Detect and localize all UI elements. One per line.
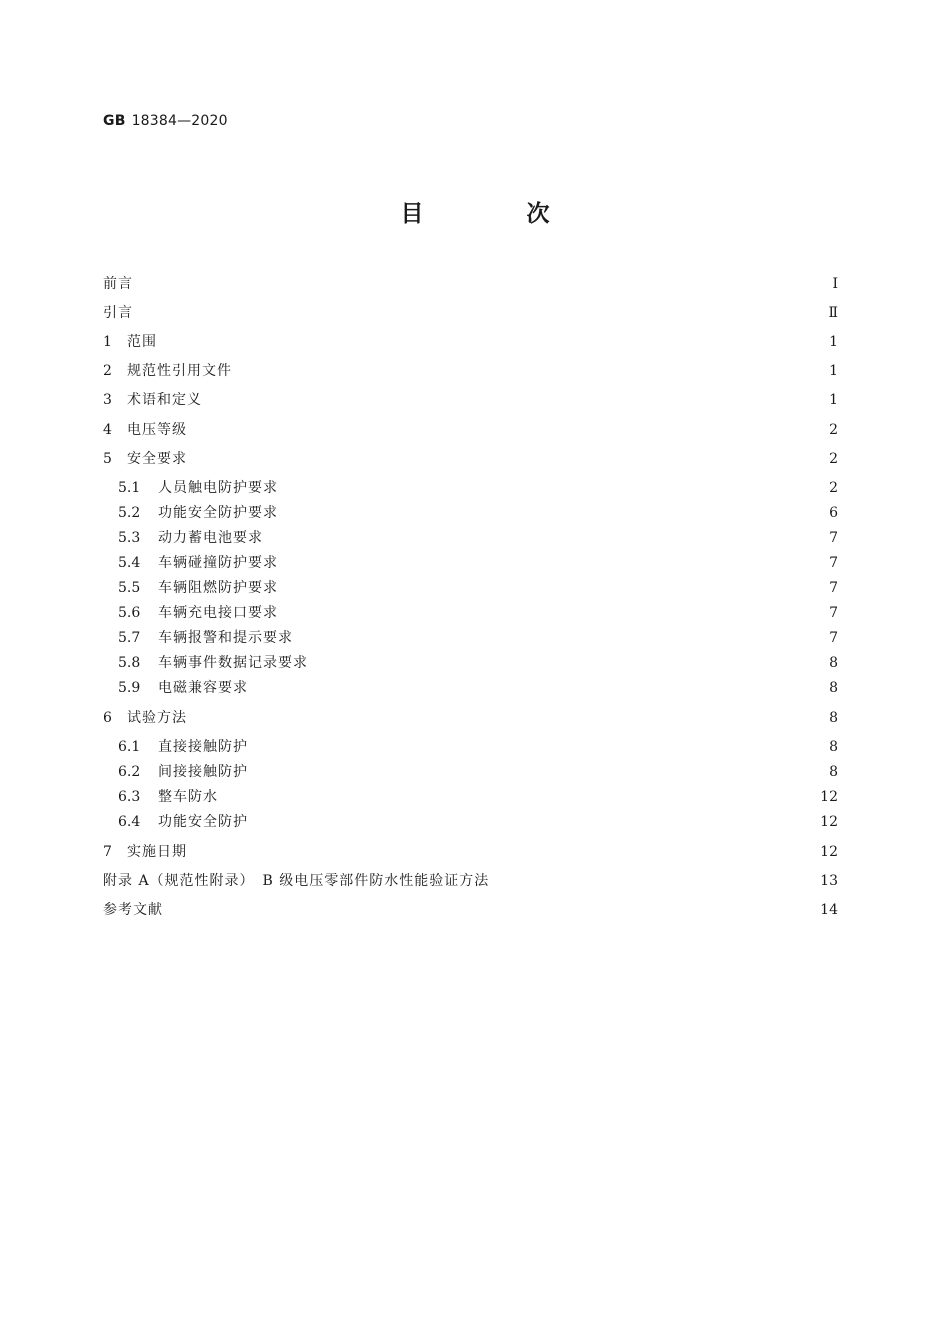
- toc-dot-leader: [299, 628, 823, 648]
- toc-entry[interactable]: [103, 420, 838, 440]
- toc-entry[interactable]: [118, 812, 838, 832]
- toc-entry-page: 8: [829, 764, 838, 780]
- toc-entry[interactable]: [103, 303, 838, 323]
- toc-entry[interactable]: [103, 708, 838, 728]
- toc-entry-label: 附录 A（规范性附录） B 级电压零部件防水性能验证方法: [103, 873, 490, 889]
- toc-entry[interactable]: [103, 900, 838, 920]
- toc-entry-label: 人员触电防护要求: [158, 480, 278, 496]
- toc-entry[interactable]: [103, 274, 838, 294]
- toc-dot-leader: [193, 449, 823, 469]
- toc-entry[interactable]: [103, 361, 838, 381]
- toc-entry[interactable]: [118, 737, 838, 757]
- toc-title: 目 次: [400, 201, 590, 227]
- toc-entry-label: 功能安全防护: [158, 814, 248, 830]
- toc-dot-leader: [169, 900, 814, 920]
- toc-entry-page: 8: [829, 680, 838, 696]
- toc-entry-page: 6: [829, 505, 838, 521]
- toc-entry-label: 整车防水: [158, 789, 218, 805]
- toc-entry-number: 5.5: [118, 580, 141, 596]
- toc-entry-label: 前言: [103, 276, 133, 292]
- toc-entry-page: Ⅰ: [832, 276, 838, 292]
- toc-dot-leader: [163, 332, 823, 352]
- toc-entry-number: 6: [103, 710, 112, 726]
- toc-dot-leader: [314, 653, 823, 673]
- toc-entry[interactable]: [103, 390, 838, 410]
- toc-entry[interactable]: [103, 449, 838, 469]
- toc-dot-leader: [238, 361, 823, 381]
- toc-entry-page: 7: [829, 530, 838, 546]
- toc-entry-number: 5.1: [118, 480, 141, 496]
- toc-dot-leader: [284, 553, 823, 573]
- toc-entry-label: 车辆充电接口要求: [158, 605, 278, 621]
- toc-entry-number: 5.8: [118, 655, 141, 671]
- toc-entry-page: 1: [829, 392, 838, 408]
- toc-entry[interactable]: [118, 762, 838, 782]
- toc-entry-label: 车辆碰撞防护要求: [158, 555, 278, 571]
- toc-entry-label: 范围: [127, 334, 157, 350]
- toc-dot-leader: [269, 528, 823, 548]
- toc-entry[interactable]: [103, 871, 838, 891]
- toc-entry-label: 术语和定义: [127, 392, 202, 408]
- toc-dot-leader: [495, 871, 814, 891]
- toc-entry-label: 动力蓄电池要求: [158, 530, 263, 546]
- toc-entry-number: 7: [103, 844, 112, 860]
- toc-entry-label: 车辆报警和提示要求: [158, 630, 293, 646]
- toc-entry-number: 5.3: [118, 530, 141, 546]
- toc-entry[interactable]: [118, 528, 838, 548]
- toc-entry-number: 3: [103, 392, 112, 408]
- toc-dot-leader: [254, 737, 823, 757]
- toc-dot-leader: [193, 842, 814, 862]
- toc-entry-label: 安全要求: [127, 451, 187, 467]
- toc-entry-number: 5.7: [118, 630, 141, 646]
- toc-entry-number: 5.6: [118, 605, 141, 621]
- toc-entry-label: 间接接触防护: [158, 764, 248, 780]
- toc-entry[interactable]: [118, 503, 838, 523]
- toc-entry-page: 1: [829, 363, 838, 379]
- toc-entry[interactable]: [118, 678, 838, 698]
- toc-entry-label: 实施日期: [127, 844, 187, 860]
- toc-entry-number: 5: [103, 451, 112, 467]
- toc-dot-leader: [208, 390, 823, 410]
- standard-prefix: GB: [103, 113, 126, 129]
- toc-dot-leader: [254, 678, 823, 698]
- toc-entry[interactable]: [118, 603, 838, 623]
- toc-dot-leader: [139, 303, 822, 323]
- toc-entry-page: 7: [829, 630, 838, 646]
- toc-entry-number: 1: [103, 334, 112, 350]
- toc-entry[interactable]: [118, 653, 838, 673]
- toc-dot-leader: [193, 420, 823, 440]
- toc-entry[interactable]: [118, 478, 838, 498]
- toc-entry-label: 车辆事件数据记录要求: [158, 655, 308, 671]
- toc-entry-page: 2: [829, 480, 838, 496]
- toc-entry-number: 5.4: [118, 555, 141, 571]
- toc-dot-leader: [254, 762, 823, 782]
- toc-entry-page: 7: [829, 580, 838, 596]
- toc-entry-page: 1: [829, 334, 838, 350]
- toc-entry-number: 6.4: [118, 814, 141, 830]
- toc-dot-leader: [139, 274, 824, 294]
- toc-entry-page: Ⅱ: [828, 305, 838, 321]
- toc-entry-number: 4: [103, 422, 112, 438]
- toc-dot-leader: [284, 503, 823, 523]
- toc-entry-page: 12: [820, 844, 838, 860]
- toc-entry-number: 6.2: [118, 764, 141, 780]
- toc-entry-label: 功能安全防护要求: [158, 505, 278, 521]
- toc-entry-page: 12: [820, 814, 838, 830]
- toc-entry-page: 2: [829, 422, 838, 438]
- toc-entry[interactable]: [118, 578, 838, 598]
- toc-entry-page: 7: [829, 555, 838, 571]
- toc-dot-leader: [224, 787, 814, 807]
- standard-number: 18384—2020: [131, 113, 228, 129]
- toc-entry-label: 规范性引用文件: [127, 363, 232, 379]
- toc-entry-page: 8: [829, 655, 838, 671]
- toc-entry-label: 参考文献: [103, 902, 163, 918]
- toc-entry-page: 8: [829, 710, 838, 726]
- toc-entry[interactable]: [118, 628, 838, 648]
- toc-entry-page: 8: [829, 739, 838, 755]
- toc-dot-leader: [254, 812, 814, 832]
- toc-entry-page: 14: [820, 902, 838, 918]
- toc-entry-page: 7: [829, 605, 838, 621]
- toc-entry-page: 2: [829, 451, 838, 467]
- toc-entry[interactable]: [103, 842, 838, 862]
- toc-entry[interactable]: [118, 787, 838, 807]
- toc-entry[interactable]: [118, 553, 838, 573]
- toc-entry-label: 试验方法: [127, 710, 187, 726]
- toc-entry[interactable]: [103, 332, 838, 352]
- toc-entry-label: 车辆阻燃防护要求: [158, 580, 278, 596]
- toc-dot-leader: [284, 603, 823, 623]
- toc-dot-leader: [193, 708, 823, 728]
- toc-entry-label: 直接接触防护: [158, 739, 248, 755]
- toc-entry-page: 12: [820, 789, 838, 805]
- toc-entry-number: 5.9: [118, 680, 141, 696]
- toc-entry-page: 13: [820, 873, 838, 889]
- toc-entry-number: 5.2: [118, 505, 141, 521]
- toc-entry-number: 2: [103, 363, 112, 379]
- toc-entry-number: 6.3: [118, 789, 141, 805]
- toc-entry-label: 电磁兼容要求: [158, 680, 248, 696]
- toc-entry-number: 6.1: [118, 739, 141, 755]
- toc-dot-leader: [284, 578, 823, 598]
- toc-dot-leader: [284, 478, 823, 498]
- toc-entry-label: 引言: [103, 305, 133, 321]
- toc-entry-label: 电压等级: [127, 422, 187, 438]
